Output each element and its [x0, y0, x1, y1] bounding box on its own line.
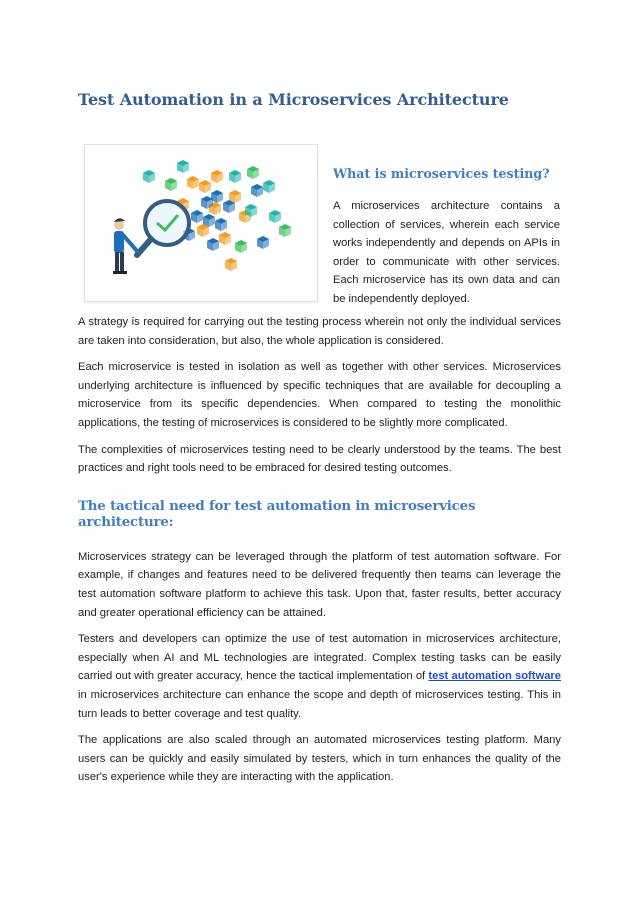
paragraph-isolation: Each microservice is tested in isolation as well as together with other services. Microservices underlying architecture is influenced by specific techniques that are available for decoupling a microservice from its specific dependencies. When compared to testing the monolithic applications, the testing of microservices is considered to be slightly more complicated.: [78, 361, 561, 429]
microservices-illustration: [84, 144, 318, 302]
paragraph-testers-developers: [78, 630, 561, 723]
intro-paragraph: A microservices architecture contains a collection of services, wherein each service works independently and depends on APIs in order to communicate with other services. Each microservice has its own data and can be independently deployed.: [333, 200, 560, 305]
page-title: Test Automation in a Microservices Architecture: [78, 90, 509, 109]
intro-heading: What is microservices testing?: [333, 166, 550, 181]
intro-section: [333, 166, 560, 309]
paragraph-strategy: A strategy is required for carrying out the testing process wherein not only the individual services are taken into consideration, but also, the whole application is considered.: [78, 316, 561, 347]
microservices-illustration-icon: [85, 145, 317, 301]
paragraph-text-after-link: in microservices architecture can enhance the scope and depth of microservices testing. This in turn leads to better coverage and test quality.: [78, 688, 561, 720]
section-heading-tactical-need: The tactical need for test automation in microservices architecture:: [78, 497, 476, 530]
main-content: [78, 313, 561, 795]
paragraph-scaling: The applications are also scaled through an automated microservices testing platform. Many users can be quickly and easily simulated by testers, which in turn enhances the quality of the user's experience while they are interacting with the application.: [78, 734, 561, 784]
paragraph-complexities: The complexities of microservices testing need to be clearly understood by the teams. The best practices and right tools need to be embraced for desired testing outcomes.: [78, 443, 561, 475]
paragraph-text-before-link: Testers and developers can optimize the use of test automation in microservices architecture, especially when AI and ML technologies are integrated. Complex testing tasks can be easily carried out with greater accuracy, hence the tactical implementation of: [78, 633, 561, 683]
paragraph-strategy-leverage: Microservices strategy can be leveraged through the platform of test automation software. For example, if changes and features need to be delivered frequently then teams can leverage the test automation software platform to achieve this task. Upon that, faster results, better accuracy and greater operational efficiency can be attained.: [78, 550, 561, 619]
test-automation-software-link[interactable]: test automation software: [428, 670, 562, 683]
